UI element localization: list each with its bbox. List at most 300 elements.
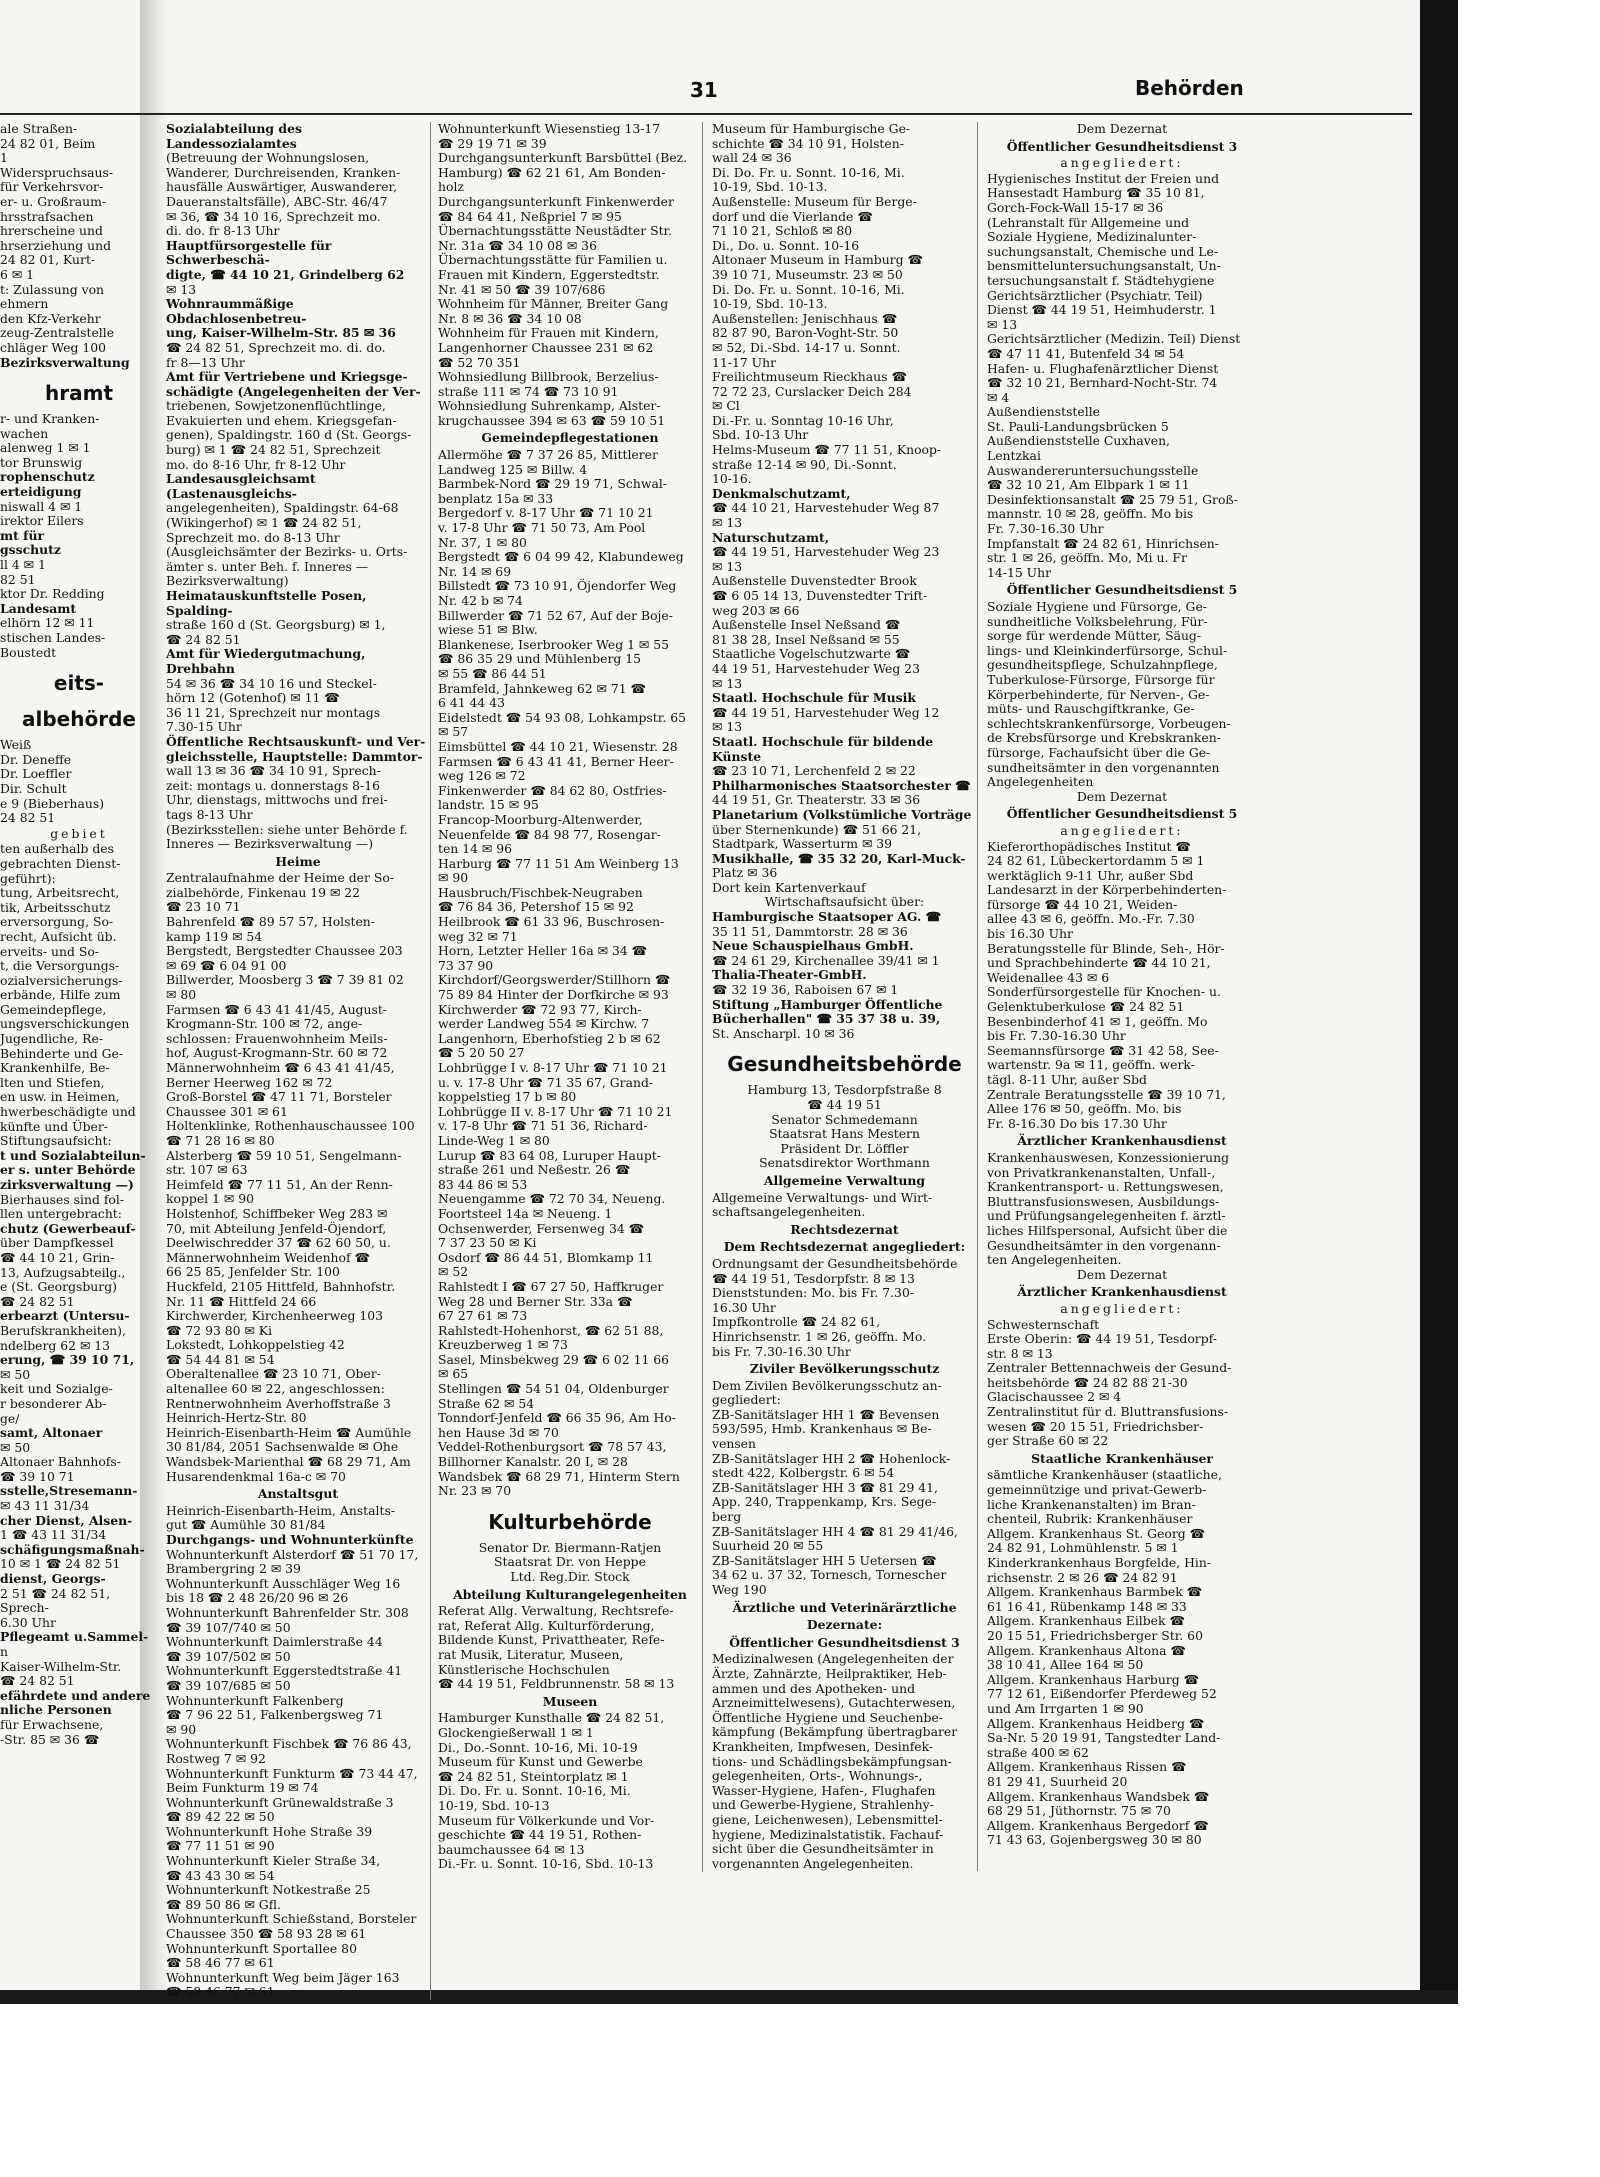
directory-entry: ☎ 39 10 71: [0, 1468, 75, 1484]
directory-entry: Heimfeld ☎ 77 11 51, An der Renn-: [166, 1176, 393, 1192]
directory-entry: holz: [438, 179, 464, 195]
directory-entry: tägl. 8-11 Uhr, außer Sbd: [987, 1072, 1147, 1087]
directory-entry: ✉ 13: [712, 558, 743, 574]
directory-entry: Zentrale Beratungsstelle ☎ 39 10 71,: [987, 1086, 1226, 1102]
directory-entry: ten 14 ✉ 96: [438, 841, 513, 857]
directory-entry: Di.-Fr. u. Sonnt. 10-16, Sbd. 10-13: [438, 1856, 654, 1872]
directory-entry: ZB-Sanitätslager HH 1 ☎ Bevensen: [712, 1406, 940, 1422]
directory-entry: Eidelstedt ☎ 54 93 08, Lohkampstr. 65: [438, 709, 686, 725]
directory-entry: Lohbrügge I v. 8-17 Uhr ☎ 71 10 21: [438, 1060, 668, 1075]
directory-entry: Allgem. Krankenhaus Wandsbek ☎: [987, 1788, 1210, 1804]
directory-entry: t: Zulassung von: [0, 281, 105, 297]
directory-entry: Medizinalwesen (Angelegenheiten der: [712, 1651, 954, 1667]
directory-entry: erteidigung: [0, 484, 82, 500]
directory-entry: Soziale Hygiene und Fürsorge, Ge-: [987, 599, 1207, 614]
directory-entry: ge/: [0, 1410, 20, 1426]
directory-entry: Stellingen ☎ 54 51 04, Oldenburger: [438, 1381, 669, 1397]
scan-edge-right: [1420, 0, 1458, 1990]
header-rule: [0, 113, 1412, 115]
directory-entry: Durchgangsunterkunft Finkenwerder: [438, 193, 674, 209]
directory-entry: ☎ 84 64 41, Neßpriel 7 ✉ 95: [438, 208, 622, 224]
directory-entry: Musikhalle, ☎ 35 32 20, Karl-Muck-: [712, 850, 966, 866]
directory-entry: St. Anscharpl. 10 ✉ 36: [712, 1025, 855, 1041]
directory-entry: erbearzt (Untersu-: [0, 1308, 130, 1324]
directory-entry: ☎ 24 82 51, Sprechzeit mo. di. do.: [166, 339, 386, 355]
directory-entry: ☎ 24 82 51, Steintorplatz ✉ 1: [438, 1768, 629, 1784]
directory-entry: Kaiser-Wilhelm-Str.: [0, 1658, 122, 1674]
directory-entry: Sprechzeit mo. do 8-13 Uhr: [166, 529, 340, 545]
sub-heading: Gemeindepflegestationen: [481, 430, 659, 446]
directory-entry: 81 38 28, Insel Neßsand ✉ 55: [712, 631, 900, 647]
directory-entry: landstr. 15 ✉ 95: [438, 797, 539, 813]
directory-entry: Chaussee 350 ☎ 58 93 28 ✉ 61: [166, 1926, 367, 1942]
directory-entry: angegliedert:: [1060, 822, 1184, 838]
text-column-1: [0, 122, 158, 1747]
directory-entry: er s. unter Behörde: [0, 1162, 136, 1178]
directory-entry: Beim Funkturm 19 ✉ 74: [166, 1780, 319, 1796]
directory-entry: Bergstedt ☎ 6 04 99 42, Klabundeweg: [438, 549, 684, 565]
directory-entry: allee 43 ✉ 6, geöffn. Mo.-Fr. 7.30: [987, 911, 1195, 927]
directory-entry: ✉ Cl: [712, 398, 740, 414]
directory-entry: Kirchwerder, Kirchenheerweg 103: [166, 1308, 384, 1324]
directory-entry: Krankenhauswesen, Konzessionierung: [987, 1149, 1230, 1165]
directory-entry: Zentralinstitut für d. Bluttransfusions-: [987, 1404, 1229, 1420]
directory-entry: chenteil, Rubrik: Krankenhäuser: [987, 1511, 1193, 1527]
directory-entry: 6 41 44 43: [438, 695, 505, 711]
directory-entry: wesen ☎ 20 15 51, Friedrichsber-: [987, 1418, 1204, 1434]
directory-entry: Daueranstaltsfälle), ABC-Str. 46/47: [166, 193, 388, 209]
directory-entry: ✉ 90: [438, 870, 469, 886]
directory-entry: Glockengießerwall 1 ✉ 1: [438, 1724, 594, 1740]
directory-entry: Langenhorn, Eberhofstieg 2 b ✉ 62: [438, 1030, 661, 1046]
directory-entry: Wohnheim für Männer, Breiter Gang: [438, 296, 669, 312]
directory-entry: Referat Allg. Verwaltung, Rechtsrefe-: [438, 1603, 674, 1619]
directory-entry: ☎ 44 19 51, Harvestehuder Weg 12: [712, 704, 940, 720]
directory-entry: Di., Do. u. Sonnt. 10-16: [712, 237, 860, 253]
directory-entry: Hamburg 13, Tesdorpfstraße 8: [747, 1082, 942, 1098]
directory-entry: Wasser-Hygiene, Hafen-, Flughafen: [712, 1782, 936, 1798]
directory-entry: für Erwachsene,: [0, 1716, 104, 1732]
directory-entry: 24 82 01, Beim: [0, 135, 96, 151]
directory-entry: ☎ 44 19 51, Harvestehuder Weg 23: [712, 544, 940, 560]
directory-entry: ☎ 39 107/740 ✉ 50: [166, 1619, 291, 1635]
directory-entry: Impfkontrolle ☎ 24 82 61,: [712, 1314, 881, 1330]
directory-entry: Inneres — Bezirksverwaltung —): [166, 836, 374, 852]
directory-entry: Wohnunterkunft Ausschläger Weg 16: [166, 1575, 401, 1591]
directory-entry: Billstedt ☎ 73 10 91, Öjendorfer Weg: [438, 578, 677, 594]
directory-entry: Staatsrat Dr. von Heppe: [494, 1554, 646, 1570]
directory-entry: ☎ 47 11 41, Butenfeld 34 ✉ 54: [987, 345, 1185, 361]
directory-entry: Öffentliche Hygiene und Seuchenbe-: [712, 1709, 943, 1725]
directory-entry: str. 107 ✉ 63: [166, 1162, 248, 1178]
directory-entry: Bergedorf v. 8-17 Uhr ☎ 71 10 21: [438, 505, 654, 521]
directory-entry: Di. Do. Fr. u. Sonnt. 10-16, Mi.: [438, 1783, 631, 1799]
directory-entry: ☎ 44 19 51, Feldbrunnenstr. 58 ✉ 13: [438, 1676, 675, 1692]
directory-entry: straße 111 ✉ 74 ☎ 73 10 91: [438, 383, 619, 399]
sub-heading: Museen: [542, 1693, 598, 1709]
directory-entry: Allgem. Krankenhaus Harburg ☎: [987, 1671, 1200, 1687]
directory-entry: Sbd. 10-13 Uhr: [712, 427, 809, 443]
directory-entry: Staatliche Vogelschutzwarte ☎: [712, 646, 911, 662]
directory-entry: Uhr, dienstags, mittwochs und frei-: [166, 792, 388, 808]
directory-entry: Hansestadt Hamburg ☎ 35 10 81,: [987, 185, 1205, 201]
directory-entry: tung, Arbeitsrecht,: [0, 885, 120, 901]
directory-entry: ten außerhalb des: [0, 841, 114, 857]
directory-entry: gemeinnützige und privat-Gewerb-: [987, 1482, 1207, 1498]
directory-entry: Hamburg) ☎ 62 21 61, Am Bonden-: [438, 164, 666, 180]
directory-entry: irektor Eilers: [0, 513, 84, 529]
directory-entry: 68 29 51, Jüthornstr. 75 ✉ 70: [987, 1803, 1171, 1819]
directory-entry: Kirchdorf/Georgswerder/Stillhorn ☎: [438, 972, 671, 988]
directory-entry: ZB-Sanitätslager HH 2 ☎ Hohenlock-: [712, 1450, 951, 1466]
directory-entry: 61 16 41, Rübenkamp 148 ✉ 33: [987, 1598, 1187, 1614]
directory-entry: weg 203 ✉ 66: [712, 602, 800, 618]
directory-entry: (Betreuung der Wohnungslosen,: [166, 150, 370, 166]
directory-entry: nliche Personen: [0, 1702, 112, 1718]
directory-entry: Rentnerwohnheim Averhoffstraße 3: [166, 1395, 391, 1411]
directory-entry: -Str. 85 ✉ 36 ☎: [0, 1731, 100, 1747]
directory-entry: Lokstedt, Lohkoppelstieg 42: [166, 1337, 345, 1353]
directory-entry: bis Fr. 7.30-16.30 Uhr: [712, 1343, 851, 1359]
directory-entry: wiese 51 ✉ Blw.: [438, 622, 538, 638]
directory-entry: Planetarium (Volkstümliche Vorträge: [712, 806, 972, 822]
directory-entry: Altonaer Bahnhofs-: [0, 1454, 121, 1470]
directory-entry: hrsstrafsachen: [0, 208, 94, 224]
directory-entry: Allgem. Krankenhaus St. Georg ☎: [987, 1525, 1206, 1541]
directory-entry: Gerichtsärztlicher (Psychiatr. Teil): [987, 287, 1203, 303]
directory-entry: stischen Landes-: [0, 630, 106, 645]
directory-entry: tor Brunswig: [0, 454, 83, 470]
directory-entry: Heinrich-Hertz-Str. 80: [166, 1410, 307, 1426]
directory-entry: de Krebsfürsorge und Krebskranken-: [987, 730, 1221, 746]
directory-entry: ☎ 44 19 51, Tesdorpfstr. 8 ✉ 13: [712, 1270, 915, 1286]
directory-entry: bis Fr. 7.30-16.30 Uhr: [987, 1028, 1126, 1044]
directory-entry: dienst, Georgs-: [0, 1571, 106, 1587]
directory-entry: Bramfeld, Jahnkeweg 62 ✉ 71 ☎: [438, 680, 646, 696]
directory-entry: Soziale Hygiene, Medizinalunter-: [987, 229, 1197, 245]
directory-entry: (Ausgleichsämter der Bezirks- u. Orts-: [166, 544, 408, 560]
directory-entry: Gesundheitsämter in den vorgenann-: [987, 1237, 1221, 1253]
directory-entry: Nr. 8 ✉ 36 ☎ 34 10 08: [438, 310, 582, 326]
directory-entry: St. Pauli-Landungsbrücken 5: [987, 418, 1169, 434]
directory-entry: Wanderer, Durchreisenden, Kranken-: [166, 164, 401, 180]
directory-entry: 11-17 Uhr: [712, 354, 777, 370]
directory-entry: 593/595, Hmb. Krankenhaus ✉ Be-: [712, 1421, 932, 1437]
directory-entry: zeit: montags u. donnerstags 8-16: [166, 777, 380, 793]
directory-entry: 44 19 51, Harvestehuder Weg 23: [712, 660, 920, 676]
directory-entry: sicht über die Gesundheitsämter in: [712, 1841, 934, 1857]
directory-entry: ger Straße 60 ✉ 22: [987, 1433, 1109, 1449]
directory-entry: fürsorge, Fachaufsicht über die Ge-: [987, 744, 1211, 760]
section-heading: hramt: [45, 381, 113, 406]
directory-entry: tags 8-13 Uhr: [166, 806, 253, 822]
directory-entry: Museum für Kunst und Gewerbe: [438, 1754, 643, 1770]
directory-entry: Stadtpark, Wasserturm ✉ 39: [712, 836, 893, 852]
directory-entry: genen), Spaldingstr. 160 d (St. Georgs-: [166, 427, 412, 443]
sub-heading: Ärztlicher Krankenhausdienst: [1017, 1284, 1227, 1300]
directory-entry: u. v. 17-8 Uhr ☎ 71 35 67, Grand-: [438, 1074, 654, 1090]
directory-entry: hygiene, Medizinalstatistik. Fachauf-: [712, 1826, 944, 1842]
directory-entry: Farmsen ☎ 6 43 41 41/45, August-: [166, 1001, 387, 1017]
directory-entry: 10 ✉ 1 ☎ 24 82 51: [0, 1556, 121, 1572]
directory-entry: Di. Do. Fr. u. Sonnt. 10-16, Mi.: [712, 281, 905, 297]
directory-entry: ☎ 71 28 16 ✉ 80: [166, 1132, 275, 1148]
directory-entry: r- und Kranken-: [0, 411, 100, 427]
directory-entry: Wandsbek-Marienthal ☎ 68 29 71, Am: [166, 1454, 411, 1470]
directory-entry: tions- und Schädlingsbekämpfungsan-: [712, 1753, 952, 1769]
directory-entry: und Prüfungsangelegenheiten f. ärztl-: [987, 1208, 1226, 1224]
directory-entry: ☎ 77 11 51 ✉ 90: [166, 1838, 275, 1854]
directory-entry: digte, ☎ 44 10 21, Grindelberg 62: [166, 266, 405, 282]
directory-entry: ☎ 5 20 50 27: [438, 1045, 525, 1061]
directory-entry: Neue Schauspielhaus GmbH.: [712, 938, 914, 954]
directory-entry: Huckfeld, 2105 Hittfeld, Bahnhofstr.: [166, 1278, 396, 1294]
directory-entry: müts- und Rauschgiftkranke, Ge-: [987, 701, 1195, 717]
directory-entry: Holtenklinke, Rothenhauschaussee 100: [166, 1118, 415, 1134]
directory-entry: erversorgung, So-: [0, 914, 114, 930]
directory-entry: Holstenhof, Schiffbeker Weg 283 ✉: [166, 1205, 388, 1221]
directory-entry: und Am Irrgarten 1 ✉ 90: [987, 1700, 1144, 1716]
directory-entry: Platz ✉ 36: [712, 865, 778, 881]
directory-entry: künfte und Über-: [0, 1118, 108, 1134]
directory-entry: Behinderte und Ge-: [0, 1045, 124, 1061]
directory-entry: Außenstelle: Museum für Berge-: [712, 193, 917, 209]
directory-entry: Di., Do.-Sonnt. 10-16, Mi. 10-19: [438, 1739, 638, 1755]
directory-entry: 67 27 61 ✉ 73: [438, 1308, 528, 1324]
directory-entry: ✉ 50: [0, 1439, 31, 1455]
directory-entry: über Sternenkunde) ☎ 51 66 21,: [712, 821, 922, 837]
directory-entry: Hamburger Kunsthalle ☎ 24 82 51,: [438, 1710, 665, 1726]
directory-entry: Staatsrat Hans Mestern: [769, 1126, 920, 1142]
directory-entry: ☎ 24 61 29, Kirchenallee 39/41 ✉ 1: [712, 952, 940, 968]
sub-heading: Heime: [275, 853, 321, 869]
directory-entry: Rahlstedt-Hohenhorst, ☎ 62 51 88,: [438, 1322, 664, 1338]
directory-entry: hrserziehung und: [0, 237, 112, 253]
directory-entry: Kreuzberweg 1 ✉ 73: [438, 1337, 568, 1353]
directory-entry: Kieferorthopädisches Institut ☎: [987, 838, 1191, 854]
directory-entry: Hausbruch/Fischbek-Neugraben: [438, 884, 643, 900]
directory-entry: Heinrich-Eisenbarth-Heim, Anstalts-: [166, 1502, 396, 1518]
directory-entry: Bahrenfeld ☎ 89 57 57, Holsten-: [166, 914, 375, 930]
directory-entry: ☎ 39 107/685 ✉ 50: [166, 1677, 291, 1693]
directory-entry: Bergstedt, Bergstedter Chaussee 203: [166, 943, 403, 959]
directory-entry: Horn, Letzter Heller 16a ✉ 34 ☎: [438, 943, 648, 959]
directory-entry: krugchaussee 394 ✉ 63 ☎ 59 10 51: [438, 412, 666, 428]
directory-entry: Krogmann-Str. 100 ✉ 72, ange-: [166, 1016, 363, 1032]
directory-entry: bis 18 ☎ 2 48 26/20 96 ✉ 26: [166, 1590, 349, 1606]
directory-entry: ktor Dr. Redding: [0, 586, 105, 602]
directory-entry: sorge für werdende Mütter, Säug-: [987, 628, 1202, 644]
directory-entry: Weiß: [0, 737, 32, 753]
directory-entry: 82 87 90, Baron-Voght-Str. 50: [712, 325, 899, 341]
directory-entry: 30 81/84, 2051 Sachsenwalde ✉ Ohe: [166, 1439, 399, 1455]
directory-entry: ZB-Sanitätslager HH 5 Uetersen ☎: [712, 1552, 937, 1568]
directory-entry: Alsterberg ☎ 59 10 51, Sengelmann-: [166, 1147, 402, 1163]
directory-entry: e (St. Georgsburg): [0, 1279, 117, 1295]
directory-entry: Tuberkulose-Fürsorge, Fürsorge für: [987, 671, 1215, 687]
directory-entry: Groß-Borstel ☎ 47 11 71, Borsteler: [166, 1089, 392, 1105]
directory-entry: Dem Dezernat: [1076, 788, 1168, 804]
directory-entry: Heilbrook ☎ 61 33 96, Buschrosen-: [438, 914, 665, 930]
directory-entry: 6 ✉ 1: [0, 266, 35, 282]
directory-entry: Berufskrankheiten),: [0, 1322, 126, 1338]
directory-entry: Besenbinderhof 41 ✉ 1, geöffn. Mo: [987, 1013, 1208, 1029]
directory-entry: 81 29 41, Suurheid 20: [987, 1773, 1128, 1789]
directory-entry: Langenhorner Chaussee 231 ✉ 62: [438, 339, 654, 355]
directory-entry: Gerichtsärztlicher (Medizin. Teil) Dienst: [987, 331, 1241, 347]
directory-entry: Allee 176 ✉ 50, geöffn. Mo. bis: [987, 1101, 1182, 1117]
sub-heading: Ziviler Bevölkerungsschutz: [749, 1361, 940, 1377]
directory-entry: Außenstellen: Jenischhaus ☎: [712, 310, 898, 326]
directory-entry: ☎ 24 82 51: [0, 1673, 75, 1689]
directory-entry: ☎ 44 10 21, Harvestehuder Weg 87: [712, 500, 940, 516]
directory-entry: 6.30 Uhr: [0, 1614, 56, 1630]
directory-entry: Wohnsiedlung Billbrook, Berzelius-: [438, 369, 659, 385]
directory-entry: Boustedt: [0, 644, 57, 660]
directory-entry: Dem Dezernat: [1076, 122, 1168, 136]
directory-entry: hrerscheine und: [0, 223, 103, 239]
directory-entry: ✉ 13: [712, 515, 743, 531]
directory-entry: Ltd. Reg.Dir. Stock: [510, 1569, 630, 1584]
directory-entry: Museum für Völkerkunde und Vor-: [438, 1812, 655, 1828]
directory-entry: Nr. 42 b ✉ 74: [438, 593, 523, 608]
directory-entry: baumchaussee 64 ✉ 13: [438, 1841, 585, 1857]
directory-entry: ☎ 24 82 51: [0, 1293, 75, 1309]
directory-entry: Allgemeine Verwaltungs- und Wirt-: [712, 1189, 933, 1205]
directory-entry: Dort kein Kartenverkauf: [712, 879, 866, 895]
directory-entry: llen untergebracht:: [0, 1206, 122, 1222]
directory-entry: ✉ 4: [987, 389, 1010, 405]
directory-entry: Schwesternschaft: [987, 1316, 1100, 1332]
directory-entry: straße 400 ✉ 62: [987, 1744, 1089, 1760]
text-column-2: [166, 122, 431, 2000]
directory-entry: Hygienisches Institut der Freien und: [987, 170, 1220, 186]
directory-entry: von Privatkrankenanstalten, Unfall-,: [987, 1164, 1216, 1180]
directory-entry: chläger Weg 100: [0, 339, 106, 355]
directory-entry: Di. Do. Fr. u. Sonnt. 10-16, Mi.: [712, 164, 905, 180]
directory-entry: Staatl. Hochschule für bildende Künste: [712, 733, 934, 764]
directory-entry: 24 82 51: [0, 810, 56, 826]
directory-entry: Hafen- u. Flughafenärztlicher Dienst: [987, 360, 1219, 376]
directory-entry: Linde-Weg 1 ✉ 80: [438, 1132, 550, 1148]
sub-heading: Dezernate:: [806, 1617, 883, 1633]
section-heading: eits-: [53, 671, 105, 696]
directory-entry: rat Musik, Literatur, Museen,: [438, 1646, 624, 1662]
directory-entry: Männerwohnheim Weidenhof ☎: [166, 1249, 370, 1265]
directory-entry: Wohnunterkunft Bahrenfelder Str. 308: [166, 1604, 409, 1620]
directory-entry: 73 37 90: [438, 957, 494, 973]
directory-entry: Krankenhilfe, Be-: [0, 1060, 110, 1076]
directory-entry: mo. do 8-16 Uhr, fr 8-12 Uhr: [166, 456, 346, 472]
directory-entry: gut ☎ Aumühle 30 81/84: [166, 1517, 326, 1533]
directory-entry: ☎ 72 93 80 ✉ Ki: [166, 1322, 273, 1338]
directory-entry: ☎ 32 19 36, Raboisen 67 ✉ 1: [712, 982, 899, 998]
directory-entry: Wandsbek ☎ 68 29 71, Hinterm Stern: [438, 1468, 680, 1484]
directory-entry: Senator Schmedemann: [771, 1111, 918, 1127]
directory-entry: ✉ 52, Di.-Sbd. 14-17 u. Sonnt.: [712, 339, 901, 355]
directory-entry: dorf und die Vierlande ☎: [712, 208, 873, 224]
directory-entry: Nr. 37, 1 ✉ 80: [438, 534, 527, 550]
directory-entry: Dem Zivilen Bevölkerungsschutz an-: [712, 1377, 942, 1393]
directory-entry: Wohnunterkunft Schießstand, Borsteler: [166, 1911, 417, 1927]
directory-entry: zeug-Zentralstelle: [0, 325, 115, 341]
directory-entry: lings- und Kleinkinderfürsorge, Schul-: [987, 642, 1228, 658]
directory-entry: str. 8 ✉ 13: [987, 1345, 1053, 1361]
directory-entry: Ärzte, Zahnärzte, Heilpraktiker, Heb-: [712, 1665, 947, 1681]
directory-entry: ☎ 89 42 22 ✉ 50: [166, 1809, 275, 1825]
directory-entry: alenweg 1 ✉ 1: [0, 440, 91, 456]
directory-entry: rat, Referat Allg. Kulturförderung,: [438, 1617, 655, 1633]
directory-entry: Thalia-Theater-GmbH.: [712, 967, 867, 983]
directory-entry: ehmern: [0, 296, 49, 312]
directory-entry: 10-19, Sbd. 10-13.: [712, 179, 828, 195]
sub-heading: Ärztliche und Veterinärärztliche: [732, 1599, 957, 1615]
directory-entry: Lentzkai: [987, 448, 1041, 464]
directory-entry: Wohnheim für Frauen mit Kindern,: [438, 325, 659, 341]
directory-entry: angegliedert:: [1060, 155, 1184, 171]
directory-entry: Landesarzt in der Körperbehinderten-: [987, 882, 1227, 898]
directory-entry: Neuengamme ☎ 72 70 34, Neueng.: [438, 1191, 666, 1207]
directory-entry: Suurheid 20 ✉ 55: [712, 1538, 824, 1554]
directory-entry: ✉ 36, ☎ 34 10 16, Sprechzeit mo.: [166, 208, 381, 224]
directory-entry: Amt für Wiedergutmachung, Drehbahn: [166, 646, 366, 676]
directory-entry: stedt 422, Kolbergstr. 6 ✉ 54: [712, 1465, 895, 1481]
directory-entry: wachen: [0, 425, 49, 441]
directory-entry: Stiftung „Hamburger Öffentliche: [712, 996, 943, 1012]
directory-entry: ☎ 6 05 14 13, Duvenstedter Trift-: [712, 588, 928, 603]
directory-entry: hof, August-Krogmann-Str. 60 ✉ 72: [166, 1045, 388, 1061]
directory-entry: Erste Oberin: ☎ 44 19 51, Tesdorpf-: [987, 1331, 1217, 1347]
directory-entry: Bezirksverwaltung: [0, 354, 130, 370]
directory-entry: ☎ 23 10 71: [166, 899, 241, 915]
directory-entry: n: [0, 1644, 8, 1659]
sub-heading: Öffentlicher Gesundheitsdienst 5: [1006, 582, 1238, 598]
directory-entry: 35 11 51, Dammtorstr. 28 ✉ 36: [712, 923, 908, 939]
directory-entry: koppel 1 ✉ 90: [166, 1191, 254, 1207]
directory-entry: ✉ 55 ☎ 86 44 51: [438, 665, 547, 681]
directory-entry: Fr. 7.30-16.30 Uhr: [987, 521, 1104, 537]
directory-entry: ✉ 90: [166, 1721, 197, 1737]
directory-entry: straße 160 d (St. Georgsburg) ✉ 1,: [166, 617, 386, 633]
directory-entry: Wohnunterkunft Kieler Straße 34,: [166, 1853, 381, 1869]
directory-entry: (Bezirksstellen: siehe unter Behörde f.: [166, 821, 408, 837]
directory-entry: liche Krankenanstalten) im Bran-: [987, 1496, 1196, 1512]
directory-entry: recht, Aufsicht üb.: [0, 928, 117, 944]
directory-entry: Jugendliche, Re-: [0, 1031, 104, 1047]
directory-entry: Glacischaussee 2 ✉ 4: [987, 1389, 1122, 1405]
directory-entry: gebrachten Dienst-: [0, 855, 121, 871]
directory-entry: Wohnunterkunft Notkestraße 25: [166, 1882, 371, 1898]
directory-entry: Wohnraummäßige Obdachlosenbetreu-: [166, 296, 307, 326]
directory-entry: ☎ 54 44 81 ✉ 54: [166, 1351, 275, 1367]
directory-entry: Krankheiten, Impfwesen, Desinfek-: [712, 1738, 934, 1754]
directory-entry: ☎ 44 10 21, Grin-: [0, 1249, 115, 1265]
directory-entry: zirksverwaltung —): [0, 1177, 134, 1192]
directory-entry: 10-19, Sbd. 10-13: [438, 1797, 550, 1813]
directory-entry: Lohbrügge II v. 8-17 Uhr ☎ 71 10 21: [438, 1103, 673, 1119]
page-number: 31: [690, 78, 718, 102]
directory-entry: Bezirksverwaltung): [166, 573, 289, 589]
directory-entry: chutz (Gewerbeauf-: [0, 1220, 136, 1236]
directory-entry: Denkmalschutzamt,: [712, 485, 851, 501]
directory-entry: Übernachtungsstätte Neustädter Str.: [438, 223, 673, 239]
directory-entry: den Kfz-Verkehr: [0, 310, 101, 326]
directory-entry: r besonderer Ab-: [0, 1395, 107, 1411]
directory-entry: 71 10 21, Schloß ✉ 80: [712, 223, 853, 239]
directory-entry: ☎ 7 96 22 51, Falkenbergsweg 71: [166, 1707, 384, 1723]
directory-entry: niswall 4 ✉ 1: [0, 498, 83, 514]
directory-entry: ZB-Sanitätslager HH 3 ☎ 81 29 41,: [712, 1479, 938, 1495]
